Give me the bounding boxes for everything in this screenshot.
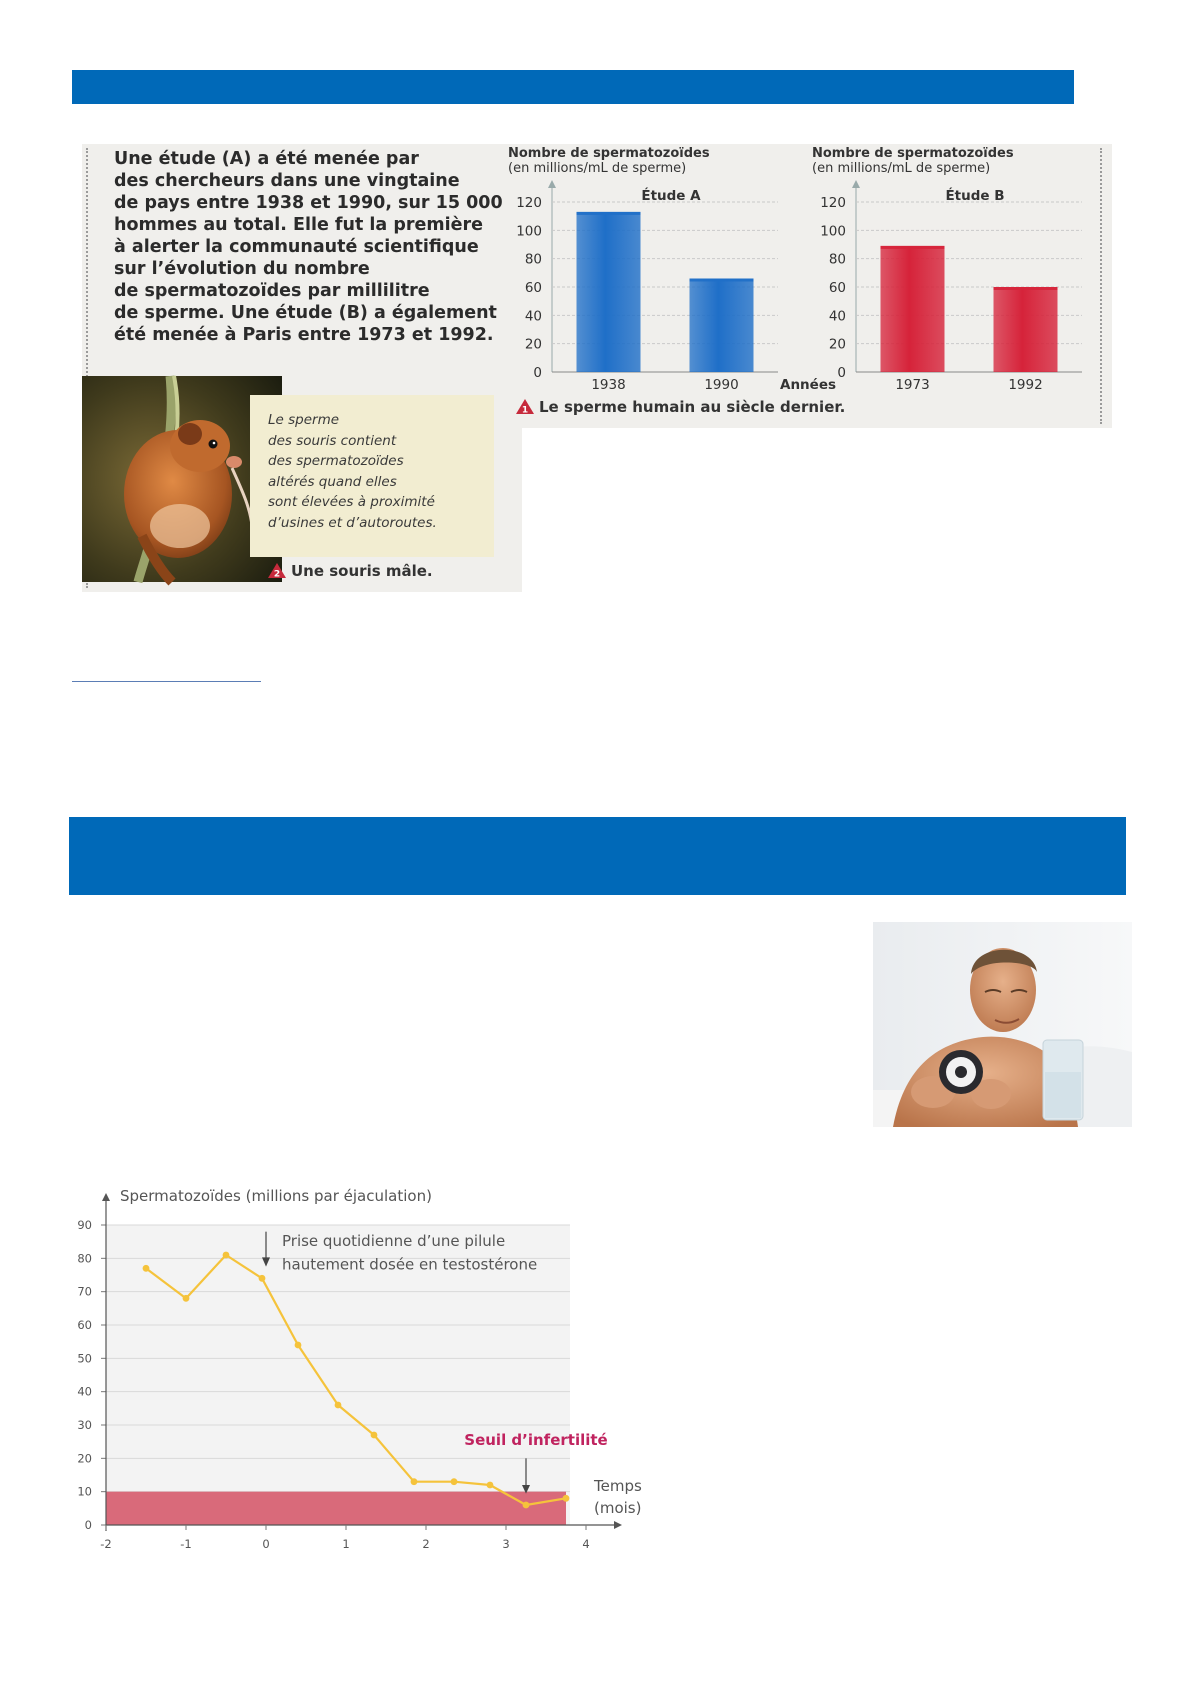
chart-a-ylabel-line2: (en millions/mL de sperme) [508,161,687,176]
mouse-note-line: Le sperme [268,412,340,428]
data-point [563,1495,570,1502]
chart-b-tick-label: 100 [820,223,846,240]
chart-a-plot [508,146,837,396]
data-point [223,1252,230,1259]
chart-a-bar-top [577,212,641,215]
study-text-line: Une étude (A) a été menée par [114,149,419,169]
chart-a-category-label: 1990 [704,377,739,393]
chart-b-category-label: 1973 [895,377,930,393]
y-axis-label: Spermatozoïdes (millions par éjaculation) [120,1187,432,1205]
data-point [523,1502,530,1509]
study-description [114,148,503,346]
section-header-band-1 [72,70,1074,104]
x-tick-label: 1 [342,1537,350,1551]
x-axis-arrow [614,1521,622,1529]
y-tick-label: 0 [84,1518,92,1532]
chart-a-tick-label: 0 [533,365,542,381]
study-text-line: des chercheurs dans une vingtaine [114,171,460,191]
figure-1-caption [516,398,845,416]
mouse-note-line: des souris contient [268,432,397,449]
chart-b-tick-label: 120 [820,195,846,211]
mouse-caption-number: 2 [273,569,281,580]
data-point [451,1478,458,1485]
chart-b-ylabel-line2: (en millions/mL de sperme) [812,161,991,176]
x-tick-label: 4 [582,1537,590,1551]
chart-b-category-label: 1992 [1008,377,1043,393]
x-tick-label: -1 [180,1537,192,1551]
chart-b-tick-label: 60 [828,280,846,296]
chart-a-tick-label: 60 [524,280,542,296]
chart-b-bar [994,287,1058,372]
x-axis-label: Temps [594,1477,642,1495]
line-chart-testosterone-pill [77,1185,646,1565]
figure-1-caption-number: 1 [521,405,529,416]
x-tick-label: 2 [422,1537,430,1551]
x-tick-label: 0 [262,1537,270,1551]
man-illustration [873,922,1132,1127]
chart-a-tick-label: 40 [524,308,542,325]
y-tick-label: 30 [77,1418,92,1432]
y-tick-label: 60 [77,1318,92,1332]
man-taking-pill-photo [873,922,1132,1127]
chart-a-y-axis-arrow [548,180,556,188]
y-axis-arrow [102,1193,110,1201]
chart-b-tick-label: 80 [828,251,846,268]
chart-a-bar-top [690,279,754,282]
infertility-threshold-zone [106,1492,566,1525]
mouse-note-line: des spermatozoïdes [268,453,404,469]
study-text-line: de spermatozoïdes par millilitre [114,281,430,301]
chart-a-ylabel-line1: Nombre de spermatozoïdes [508,146,710,161]
y-tick-label: 40 [77,1384,92,1399]
chart-a-category-label: 1938 [591,377,626,393]
annotation-text-line2: hautement dosée en testostérone [282,1255,538,1274]
chart-b-bar-top [994,287,1058,290]
chart-b-tick-label: 20 [828,336,846,353]
chart-b-bar [881,246,945,372]
chart-a-bar [577,212,641,372]
study-text-line: hommes au total. Elle fut la première [114,215,483,235]
x-axis-label-unit: (mois) [594,1499,642,1517]
bar-chart-study-a [508,146,837,396]
y-tick-label: 20 [77,1451,92,1466]
data-point [295,1342,302,1349]
study-text-line: sur l’évolution du nombre [114,259,370,279]
chart-a-tick-label: 120 [516,195,542,211]
y-tick-label: 50 [77,1351,92,1366]
chart-b-plot [812,146,1112,396]
study-text-line: été menée à Paris entre 1973 et 1992. [114,325,494,345]
y-tick-label: 80 [77,1251,92,1266]
chart-b-title: Étude B [945,188,1005,204]
y-tick-label: 90 [77,1218,92,1232]
x-tick-label: -2 [100,1537,112,1551]
study-text-line: de pays entre 1938 et 1990, sur 15 000 [114,193,503,213]
chart-a-tick-label: 20 [524,336,542,353]
line-chart-plot [77,1185,646,1565]
data-point [335,1402,342,1409]
footnote-separator [72,681,261,682]
chart-b-bar-top [881,246,945,249]
chart-a-xlabel: Années [780,377,837,393]
data-point [259,1275,266,1282]
annotation-text-line1: Prise quotidienne d’une pilule [282,1232,506,1250]
mouse-caption-text: Une souris mâle. [291,562,433,580]
chart-a-tick-label: 80 [524,251,542,268]
warning-triangle-icon [268,563,286,580]
chart-b-tick-label: 0 [837,365,846,381]
mouse-note-line: sont élevées à proximité [268,494,435,510]
y-tick-label: 70 [77,1284,92,1299]
data-point [411,1478,418,1485]
data-point [487,1482,494,1489]
data-point [183,1295,190,1302]
mouse-note [268,410,498,533]
mouse-note-line: altérés quand elles [268,473,397,490]
y-tick-label: 10 [77,1484,92,1499]
warning-triangle-icon [516,399,534,416]
chart-a-bar [690,279,754,373]
section-header-band-2 [69,817,1126,895]
study-text-line: de sperme. Une étude (B) a également [114,303,497,323]
figure-1-caption-text: Le sperme humain au siècle dernier. [539,398,846,416]
mouse-note-line: d’usines et d’autoroutes. [268,514,437,531]
chart-b-ylabel-line1: Nombre de spermatozoïdes [812,146,1014,161]
x-tick-label: 3 [502,1537,510,1551]
mouse-caption [268,562,433,580]
chart-b-tick-label: 40 [828,308,846,325]
chart-a-tick-label: 100 [516,223,542,240]
threshold-label: Seuil d’infertilité [464,1431,608,1449]
data-point [143,1265,150,1272]
bar-chart-study-b [812,146,1112,396]
chart-b-y-axis-arrow [852,180,860,188]
study-text-line: à alerter la communauté scientifique [114,237,479,257]
chart-a-title: Étude A [641,188,701,204]
data-point [371,1432,378,1439]
